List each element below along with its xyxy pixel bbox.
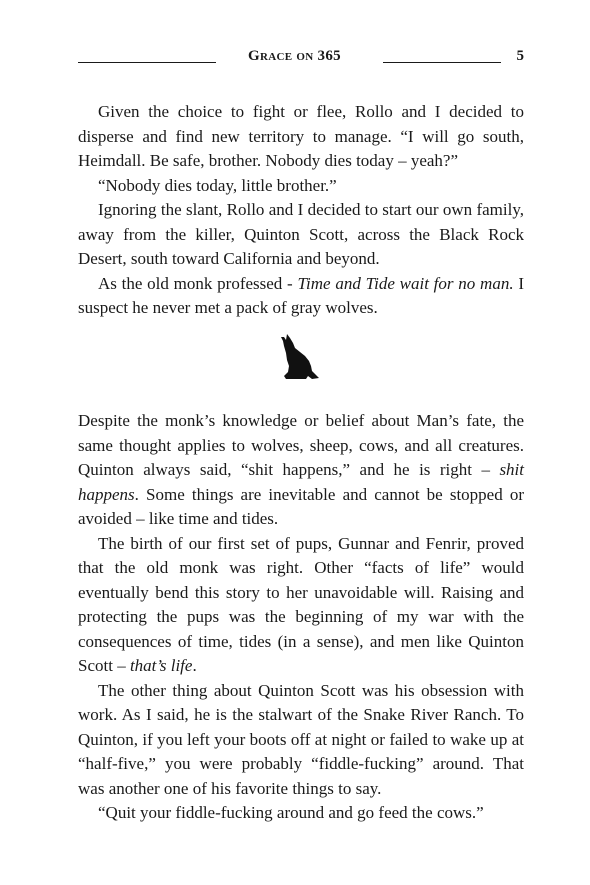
header-rule-right	[383, 62, 501, 63]
text-run: The birth of our first set of pups, Gunnar and Fenrir, proved that the old monk was right. Other “facts of life” would eventually bend this story to her unavoidable will. Raising and protecting the pups was the beginning of my war with the consequences of time, tides (in a sense), and men like Quinton Scott –	[78, 533, 524, 675]
paragraph: Given the choice to fight or flee, Rollo and I decided to disperse and find new territory to manage. “I will go south, Heimdall. Be safe, brother. Nobody dies today – yeah?”	[78, 102, 524, 170]
header-rule-left	[78, 62, 216, 63]
text-run: .	[192, 656, 197, 675]
text-run: Despite the monk’s knowledge or belief about Man’s fate, the same thought applies to wolves, sheep, cows, and all creatures. Quinton always said, “shit happens,” and he is right –	[78, 411, 524, 479]
text-run: I suspect he never met a pack of gray wolves.	[78, 273, 525, 317]
howling-wolf-icon	[278, 332, 320, 380]
paragraph	[78, 409, 524, 532]
running-header	[78, 48, 524, 70]
italic-phrase: shit happens	[78, 460, 524, 504]
paragraph: “Nobody dies today, little brother.”	[98, 175, 337, 195]
paragraph: “Quit your fiddle-fucking around and go feed the cows.”	[98, 803, 484, 822]
text-section-one	[78, 100, 524, 321]
paragraph	[78, 532, 524, 679]
running-title: Grace on 365	[248, 48, 341, 64]
text-section-two	[78, 409, 524, 826]
paragraph: Ignoring the slant, Rollo and I decided to start our own family, away from the killer, Quinton Scott, across the Black Rock Desert, south toward California and beyond.	[78, 200, 524, 268]
text-run: . Some things are inevitable and cannot be stopped or avoided – like time and tides.	[78, 484, 524, 528]
italic-phrase: that’s life	[129, 656, 193, 675]
paragraph: The other thing about Quinton Scott was his obsession with work. As I said, he is the stalwart of the Snake River Ranch. To Quinton, if you left your boots off at night or failed to wake up at “half-five,” you were probably “fiddle-fucking” around. That was another one of his favorite things to say.	[78, 680, 524, 798]
page-number: 5	[516, 48, 524, 64]
paragraph	[78, 272, 524, 321]
text-run: As the old monk professed -	[98, 273, 298, 293]
italic-quote: Time and Tide wait for no man.	[297, 273, 514, 293]
